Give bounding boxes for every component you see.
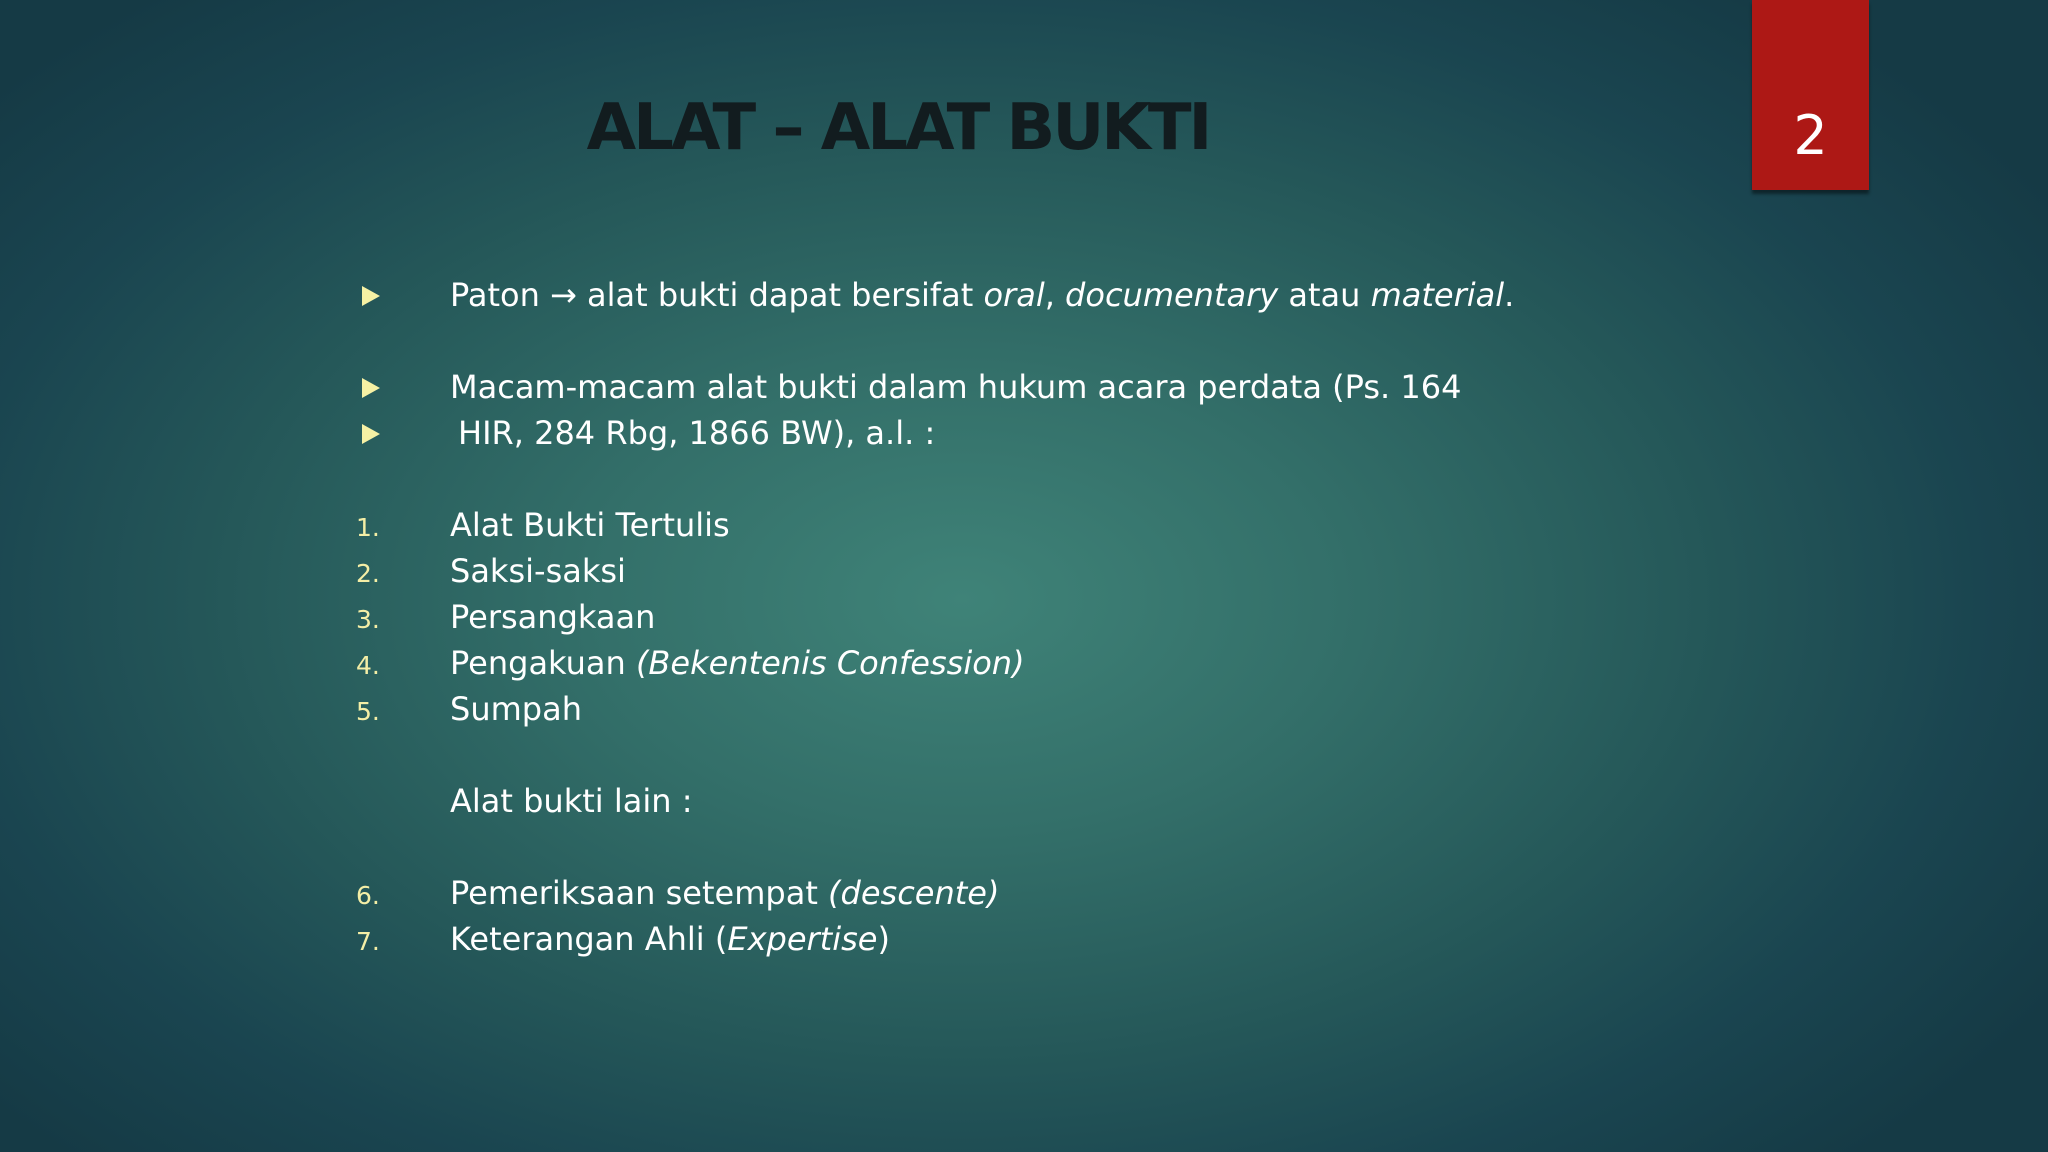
slide-title: ALAT – ALAT BUKTI: [586, 91, 1210, 165]
list-item: [356, 640, 1656, 686]
list-item: [356, 870, 1656, 916]
list-number: 3.: [356, 605, 380, 634]
list-text: Persangkaan: [450, 598, 656, 636]
list-item: [356, 594, 1656, 640]
list-number: 1.: [356, 513, 380, 542]
list-text: Saksi-saksi: [450, 552, 626, 590]
list-number: 4.: [356, 651, 380, 680]
bullet-text: HIR, 284 Rbg, 1866 BW), a.l. :: [458, 414, 936, 452]
list-item: [356, 916, 1656, 962]
list-item: [356, 502, 1656, 548]
list-number: 2.: [356, 559, 380, 588]
bullet-text: Paton → alat bukti dapat bersifat oral, documentary atau material.: [450, 276, 1515, 314]
bullet-item: [356, 410, 1656, 456]
bullet-text: Macam-macam alat bukti dalam hukum acara perdata (Ps. 164: [450, 368, 1462, 406]
triangle-bullet-icon: [356, 364, 380, 410]
triangle-bullet-icon: [356, 272, 380, 318]
list-number: 6.: [356, 881, 380, 910]
list-item: [356, 686, 1656, 732]
bullet-item: [356, 272, 1656, 318]
list-number: 5.: [356, 697, 380, 726]
slide-content: [356, 272, 1656, 962]
right-arrow-icon: →: [550, 276, 577, 314]
list-text: Pemeriksaan setempat (descente): [450, 874, 1000, 912]
slide-number: 2: [1793, 104, 1828, 167]
triangle-bullet-icon: [356, 410, 380, 456]
list-text: Sumpah: [450, 690, 582, 728]
subheading: [356, 778, 1656, 824]
list-number: 7.: [356, 927, 380, 956]
list-text: Alat Bukti Tertulis: [450, 506, 730, 544]
bullet-item: [356, 364, 1656, 410]
other-evidence-heading: Alat bukti lain :: [450, 782, 693, 820]
list-text: Pengakuan (Bekentenis Confession): [450, 644, 1025, 682]
list-text: Keterangan Ahli (Expertise): [450, 920, 890, 958]
list-item: [356, 548, 1656, 594]
